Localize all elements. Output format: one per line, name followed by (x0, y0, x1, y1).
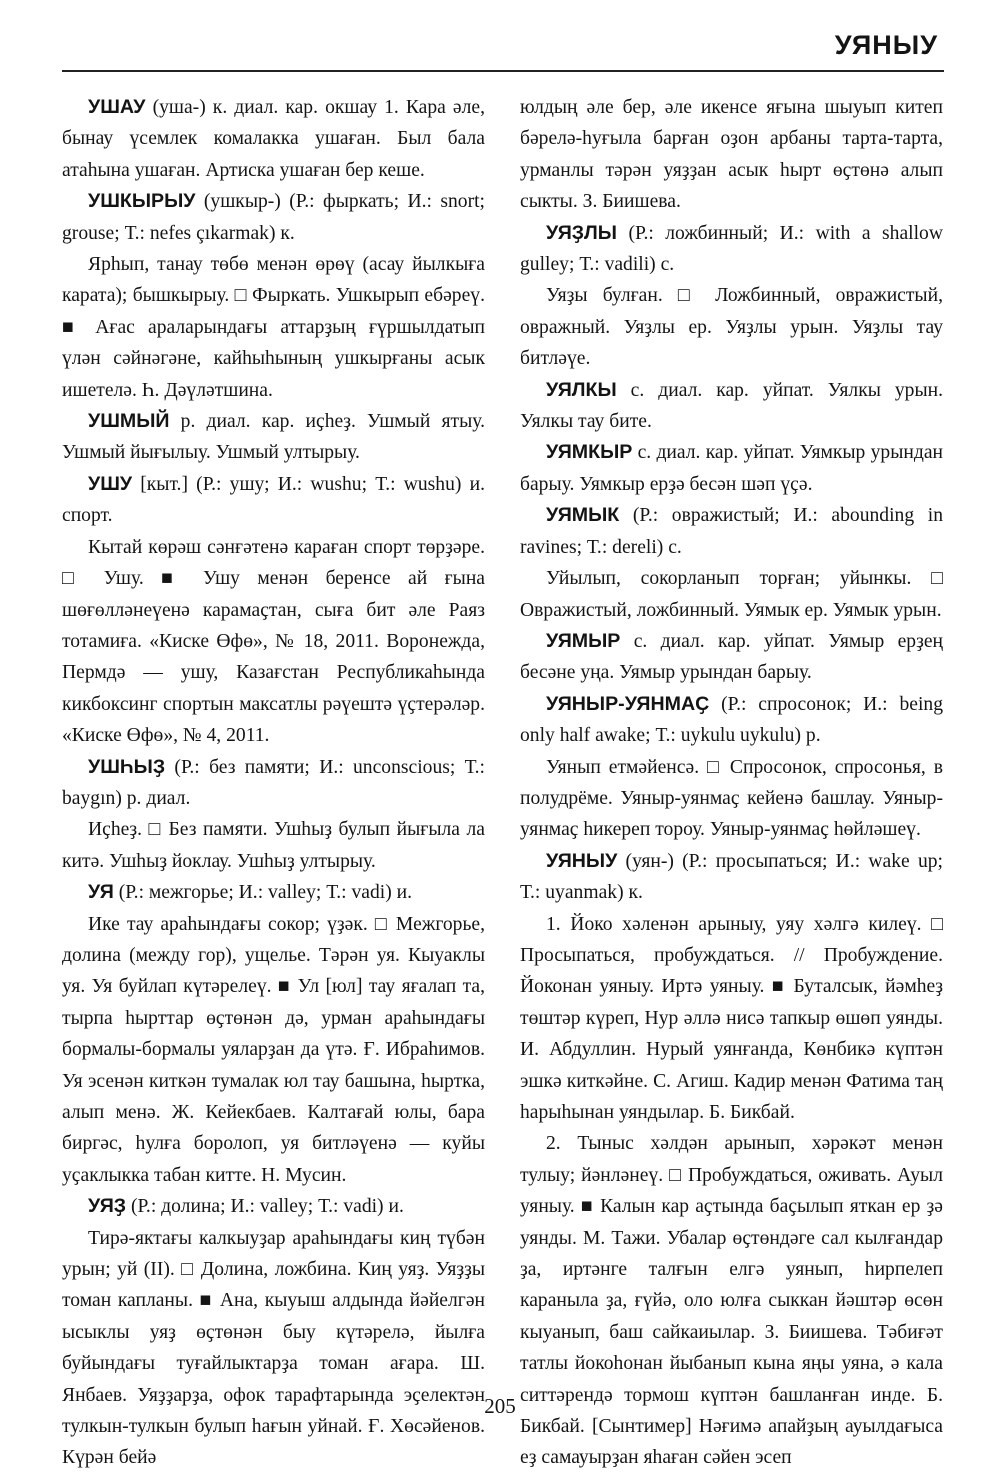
headword: УЯ (88, 881, 114, 904)
entry-text: р. диал. кар. иҫһеҙ. Ушмый ятыу. Ушмый йығылыу. Ушмый ултырыу. (62, 411, 485, 464)
dictionary-entry (520, 626, 943, 689)
entry-text: (Р.: ложбинный; И.: with a shallow gulley; Т.: vadili) с. (520, 222, 943, 276)
entry-text: с. диал. кар. уйпат. Уямкыр урындан барыу. Уямкыр ерҙә бесән шәп үҫә. (520, 442, 943, 495)
header-rule (62, 70, 944, 72)
dictionary-entry (62, 877, 485, 908)
headword: УШАУ (88, 96, 146, 118)
dictionary-entry (520, 846, 943, 909)
dictionary-entry (62, 92, 485, 186)
dictionary-entry (62, 249, 485, 406)
page-number: 205 (484, 1394, 516, 1418)
dictionary-entry (520, 500, 943, 563)
dictionary-entry (62, 814, 485, 877)
entry-text: (уша-) к. диал. кар. окшау 1. Кара әле, бынау үсемлек комалакка ушаған. Был бала атаһына ушаған. Артиска ушаған бер кеше. (62, 97, 485, 181)
dictionary-entry (62, 752, 485, 815)
headword: УШҺЫҘ (88, 755, 166, 778)
entry-text: (Р.: без памяти; И.: unconscious; Т.: baygın) р. диал. (62, 756, 485, 809)
dictionary-entry (62, 186, 485, 249)
dictionary-entry (62, 1223, 485, 1474)
dictionary-entry (520, 909, 943, 1129)
entry-text: (Р.: межгорье; И.: valley; Т.: vadi) и. (113, 882, 413, 904)
entry-text: [кыт.] (Р.: ушу; И.: wushu; Т.: wushu) и. спорт. (62, 473, 485, 527)
entry-text: юлдың әле бер, әле икенсе яғына шыуып китеп бәрелә-һуғыла барған оҙон арбаны тарта-тарта, урманлы тәрән уяҙҙан асык һырт өҫтөнә алып сыкты. З. Биишева. (520, 97, 943, 213)
running-header: УЯНЫУ (834, 30, 938, 60)
dictionary-entry (520, 563, 943, 626)
dictionary-entry (62, 909, 485, 1192)
dictionary-entry (520, 218, 943, 281)
entry-text: Ярһып, танау төбө менән өрөү (асау йылкыға карата); бышкырыу. □ Фыркать. Ушкырып ебәреү. ■ Ағас араларындағы аттарҙың ғүршылдатып үлән сәйнәгәне, кайһыһының ушкырғаны асык ишетелә. Һ. Дәүләтшина. (62, 254, 485, 401)
entry-text: (ушкыр-) (Р.: фыркать; И.: snort; grouse; Т.: nefes çıkarmak) к. (62, 191, 485, 244)
dictionary-entry (520, 689, 943, 752)
entry-text: (Р.: спросонок; И.: being only half awake; Т.: uykulu uykulu) р. (520, 693, 943, 747)
entry-text: Ике тау араһындағы сокор; үҙәк. □ Межгорье, долина (между гор), ущелье. Тәрән уя. Кыуаклы уя. Уя буйлап күтәрелеү. ■ Ул [юл] тау яғалап та, тырпа һырттар өҫтөнән дә, урман араһындағы бормалы-бормалы уяларҙан да үтә. Ғ. Ибраһимов. Уя эсенән киткән тумалак юл тау башына, һыртка, алып менә. Ж. Кейекбаев. Калтағай юлы, бара биргәс, һулға боролоп, уя битләүенә — куйы уҫаклыкка табан китте. Н. Мусин. (62, 913, 485, 1186)
dictionary-entry (520, 92, 943, 218)
dictionary-entry (520, 280, 943, 374)
entry-text: 1. Йоко хәленән арыныу, уяу хәлгә килеү. □ Просыпаться, пробуждаться. // Пробуждение. Йоконан уяныу. Иртә уяныу. ■ Буталсык, йәмһеҙ төштәр күреп, Нур әллә нисә тапкыр өшөп уянды. И. Абдуллин. Нурый уянғанда, Көнбикә күптән эшкә киткәйне. С. Агиш. Кадир менән Фатима таң һарыһынан уяндылар. Б. Бикбай. (520, 913, 943, 1123)
entry-text: (уян-) (Р.: просыпаться; И.: wake up; Т.: uyanmak) к. (520, 850, 943, 904)
dictionary-entry (520, 437, 943, 500)
headword: УЯМЫР (546, 629, 621, 652)
dictionary-entry (62, 406, 485, 469)
dictionary-entry (520, 1128, 943, 1473)
headword: УЯҘ (88, 1195, 127, 1218)
entry-text: (Р.: долина; И.: valley; Т.: vadi) и. (126, 1196, 404, 1218)
dictionary-entry (62, 469, 485, 532)
headword: УЯЛКЫ (546, 378, 617, 401)
entry-text: 2. Тыныс хәлдән арынып, хәрәкәт менән тулыу; йәнләнеү. □ Пробуждаться, оживать. Ауыл уяныу. ■ Калын кар аҫтында баҫылып яткан ер ҙә уянды. М. Тажи. Убалар өҫтөндәге сал кылғандар ҙа, иртәнге талғын елгә уянып, һирпелеп караныла ҙа, ғүйә, оло юлға сыккан йәштәр өсөн кыуанып, баш сайкаиылар. З. Биишева. Тәбиғәт татлы йокоһонан йыбанып кына яңы уяна, ә кала ситтәрендә тормош күптән башланған инде. Б. Бикбай. [Сынтимер] Нәғимә апайҙың ауылдағыса еҙ самауырҙан яһаған сәйен эсеп (520, 1133, 943, 1469)
right-column (520, 92, 943, 1474)
entry-text: Уяҙы булған. □ Ложбинный, овражистый, овражный. Уяҙлы ер. Уяҙлы урын. Уяҙлы тау битләүе. (520, 285, 943, 370)
headword: УШКЫРЫУ (88, 190, 196, 213)
entry-text: с. диал. кар. уйпат. Уялкы урын. Уялкы тау бите. (520, 379, 943, 433)
dictionary-entry (62, 532, 485, 752)
entry-text: Тирә-яктағы калкыуҙар араһындағы киң түбән урын; уй (II). □ Долина, ложбина. Киң уяҙ. Уяҙҙы томан капланы. ■ Ана, кыуыш алдында йәйелгән ысыклы уяҙ өҫтөнән быу күтәрелә, йылға буйындағы туғайлыктарҙа томан ағара. Ш. Янбаев. Уяҙҙарҙа, офок тарафтарында эҫелектән тулкын-тулкын булып һағын уйнай. Ғ. Хөсәйенов. Күрән бейә (62, 1227, 485, 1469)
headword: УЯНЫР-УЯНМАҪ (546, 692, 710, 715)
entry-text: с. диал. кар. уйпат. Уямыр ерҙең бесәне уңа. Уямыр урындан барыу. (520, 630, 943, 684)
dictionary-entry (62, 1191, 485, 1222)
dictionary-entry (520, 375, 943, 438)
headword: УЯНЫУ (546, 849, 618, 872)
entry-text: Кытай көрәш сәнғәтенә караған спорт төрҙәре. □ Ушу. ■ Ушу менән беренсе ай ғына шөғөлләнеүенә карамаҫтан, сыға бит әле Раяз тотамиға. «Киске Өфө», № 18, 2011. Воронежда, Пермдә — ушу, Казағстан Республикаһында кикбоксинг спортын максатлы рәүештә үҫтерәләр. «Киске Өфө», № 4, 2011. (62, 536, 485, 747)
left-column (62, 92, 485, 1474)
entry-text: Иҫһеҙ. □ Без памяти. Ушһыҙ булып йығыла ла китә. Ушһыҙ йоклау. Ушһыҙ ултырыу. (62, 819, 485, 872)
entry-text: Уянып етмәйенсә. □ Спросонок, спросонья, в полудрёме. Уяныр-уянмаҫ кейенә башлау. Уяныр-уянмаҫ һикереп тороу. Уяныр-уянмаҫ һөйләшеү. (520, 756, 943, 841)
entry-text: (Р.: овражистый; И.: abounding in ravines; Т.: dereli) с. (520, 505, 943, 558)
headword: УЯМКЫР (546, 441, 633, 464)
headword: УЯҘЛЫ (546, 221, 617, 244)
dictionary-entry (520, 752, 943, 846)
headword: УЯМЫК (546, 504, 620, 527)
headword: УШУ (88, 472, 133, 495)
headword: УШМЫЙ (88, 410, 170, 433)
entry-text: Уйылып, сокорланып торған; уйынкы. □ Овражистый, ложбинный. Уямык ер. Уямык урын. (520, 568, 943, 621)
